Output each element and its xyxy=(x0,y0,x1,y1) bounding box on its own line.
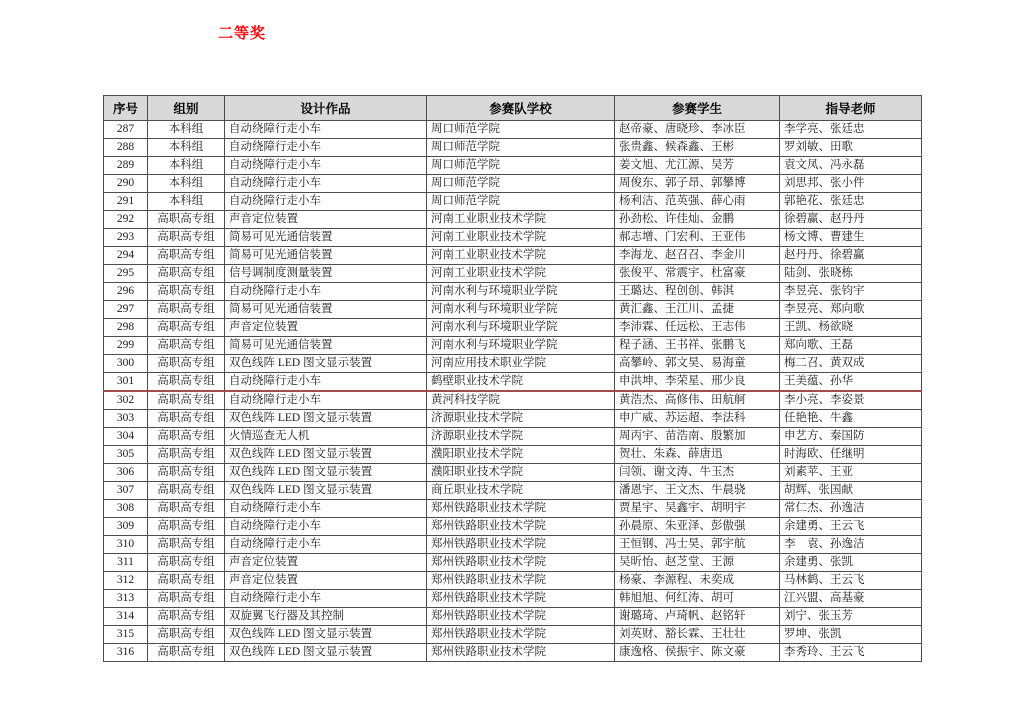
table-cell: 谢璐琦、卢琦帆、赵铭轩 xyxy=(615,608,780,626)
table-cell: 自动绕障行走小车 xyxy=(225,373,427,392)
table-cell: 高职高专组 xyxy=(148,626,225,644)
table-cell: 306 xyxy=(104,464,148,482)
table-row xyxy=(104,319,922,337)
table-cell: 315 xyxy=(104,626,148,644)
table-cell: 河南水利与环境职业学院 xyxy=(427,337,615,355)
table-cell: 高职高专组 xyxy=(148,265,225,283)
table-cell: 高职高专组 xyxy=(148,482,225,500)
table-cell: 简易可见光通信装置 xyxy=(225,301,427,319)
table-cell: 濮阳职业技术学院 xyxy=(427,446,615,464)
table-cell: 河南工业职业技术学院 xyxy=(427,247,615,265)
table-cell: 本科组 xyxy=(148,139,225,157)
table-cell: 305 xyxy=(104,446,148,464)
table-cell: 290 xyxy=(104,175,148,193)
table-cell: 自动绕障行走小车 xyxy=(225,157,427,175)
table-cell: 297 xyxy=(104,301,148,319)
table-cell: 李小亮、李姿景 xyxy=(780,391,922,410)
table-cell: 周口师范学院 xyxy=(427,139,615,157)
table-cell: 李 袁、孙逸洁 xyxy=(780,536,922,554)
table-row xyxy=(104,265,922,283)
column-header-advisors: 指导老师 xyxy=(780,96,922,121)
table-cell: 郑州铁路职业技术学院 xyxy=(427,572,615,590)
table-row xyxy=(104,572,922,590)
table-cell: 黄河科技学院 xyxy=(427,391,615,410)
table-cell: 本科组 xyxy=(148,193,225,211)
table-row xyxy=(104,139,922,157)
table-cell: 301 xyxy=(104,373,148,392)
table-cell: 高职高专组 xyxy=(148,608,225,626)
table-cell: 简易可见光通信装置 xyxy=(225,247,427,265)
table-row xyxy=(104,229,922,247)
table-cell: 贺壮、朱森、薛唐迅 xyxy=(615,446,780,464)
table-cell: 韩旭旭、何红涛、胡可 xyxy=(615,590,780,608)
table-cell: 济源职业技术学院 xyxy=(427,410,615,428)
table-cell: 程子涵、王书祥、张鹏飞 xyxy=(615,337,780,355)
table-cell: 高职高专组 xyxy=(148,428,225,446)
table-cell: 濮阳职业技术学院 xyxy=(427,464,615,482)
table-cell: 288 xyxy=(104,139,148,157)
table-cell: 高职高专组 xyxy=(148,572,225,590)
table-cell: 周口师范学院 xyxy=(427,175,615,193)
table-cell: 康逸格、侯振宇、陈文豪 xyxy=(615,644,780,662)
table-cell: 郭艳花、张廷忠 xyxy=(780,193,922,211)
table-cell: 309 xyxy=(104,518,148,536)
table-row xyxy=(104,518,922,536)
table-cell: 高职高专组 xyxy=(148,373,225,392)
table-cell: 双色线阵 LED 图文显示装置 xyxy=(225,482,427,500)
table-cell: 河南水利与环境职业学院 xyxy=(427,319,615,337)
table-cell: 自动绕障行走小车 xyxy=(225,536,427,554)
table-cell: 黄浩杰、高修伟、田航舸 xyxy=(615,391,780,410)
table-cell: 声音定位装置 xyxy=(225,319,427,337)
table-cell: 郑州铁路职业技术学院 xyxy=(427,500,615,518)
table-cell: 郝志增、门宏利、王亚伟 xyxy=(615,229,780,247)
table-cell: 高职高专组 xyxy=(148,283,225,301)
table-cell: 314 xyxy=(104,608,148,626)
table-cell: 江兴盟、高基豪 xyxy=(780,590,922,608)
table-row xyxy=(104,626,922,644)
table-cell: 302 xyxy=(104,391,148,410)
table-cell: 自动绕障行走小车 xyxy=(225,193,427,211)
table-cell: 高职高专组 xyxy=(148,247,225,265)
table-cell: 火情巡查无人机 xyxy=(225,428,427,446)
table-cell: 双色线阵 LED 图文显示装置 xyxy=(225,644,427,662)
table-cell: 高职高专组 xyxy=(148,590,225,608)
table-cell: 申艺方、秦国防 xyxy=(780,428,922,446)
table-cell: 周丙宇、苗浩南、殷繁加 xyxy=(615,428,780,446)
table-cell: 294 xyxy=(104,247,148,265)
table-cell: 郑州铁路职业技术学院 xyxy=(427,536,615,554)
table-cell: 简易可见光通信装置 xyxy=(225,229,427,247)
table-cell: 声音定位装置 xyxy=(225,211,427,229)
table-cell: 李昱亮、郑向歌 xyxy=(780,301,922,319)
table-cell: 高职高专组 xyxy=(148,229,225,247)
table-cell: 双旋翼飞行器及其控制 xyxy=(225,608,427,626)
table-row xyxy=(104,211,922,229)
table-cell: 双色线阵 LED 图文显示装置 xyxy=(225,446,427,464)
table-cell: 郑州铁路职业技术学院 xyxy=(427,518,615,536)
table-cell: 罗坤、张凯 xyxy=(780,626,922,644)
header-row xyxy=(104,96,922,121)
table-cell: 自动绕障行走小车 xyxy=(225,500,427,518)
table-row xyxy=(104,500,922,518)
table-cell: 孙劲松、许佳灿、金鹏 xyxy=(615,211,780,229)
table-cell: 吴昕怡、赵芝堂、王源 xyxy=(615,554,780,572)
table-cell: 余建勇、张凯 xyxy=(780,554,922,572)
table-cell: 河南水利与环境职业学院 xyxy=(427,283,615,301)
table-cell: 李秀玲、王云飞 xyxy=(780,644,922,662)
table-cell: 313 xyxy=(104,590,148,608)
table-cell: 高职高专组 xyxy=(148,464,225,482)
table-cell: 袁文凤、冯永磊 xyxy=(780,157,922,175)
column-header-group: 组别 xyxy=(148,96,225,121)
table-row xyxy=(104,337,922,355)
table-cell: 简易可见光通信装置 xyxy=(225,337,427,355)
table-cell: 高职高专组 xyxy=(148,518,225,536)
table-cell: 徐碧赢、赵丹丹 xyxy=(780,211,922,229)
table-cell: 声音定位装置 xyxy=(225,554,427,572)
table-cell: 申洪坤、李荣星、邢少良 xyxy=(615,373,780,392)
table-cell: 292 xyxy=(104,211,148,229)
awards-table-body xyxy=(104,121,922,662)
table-cell: 高职高专组 xyxy=(148,355,225,373)
table-cell: 申广威、苏运超、李法科 xyxy=(615,410,780,428)
table-cell: 316 xyxy=(104,644,148,662)
table-cell: 陆剑、张晓栋 xyxy=(780,265,922,283)
table-cell: 高职高专组 xyxy=(148,211,225,229)
table-cell: 商丘职业技术学院 xyxy=(427,482,615,500)
table-cell: 黄汇鑫、王江川、孟捷 xyxy=(615,301,780,319)
table-cell: 马林鹤、王云飞 xyxy=(780,572,922,590)
table-cell: 周口师范学院 xyxy=(427,121,615,139)
table-cell: 310 xyxy=(104,536,148,554)
page-title: 二等奖 xyxy=(218,25,267,42)
table-cell: 郑州铁路职业技术学院 xyxy=(427,626,615,644)
table-cell: 291 xyxy=(104,193,148,211)
table-cell: 289 xyxy=(104,157,148,175)
table-row xyxy=(104,464,922,482)
table-cell: 刘思邦、张小件 xyxy=(780,175,922,193)
table-cell: 299 xyxy=(104,337,148,355)
table-row xyxy=(104,355,922,373)
table-cell: 潘恩宇、王文杰、牛晨骁 xyxy=(615,482,780,500)
table-cell: 郑州铁路职业技术学院 xyxy=(427,590,615,608)
table-cell: 王凯、杨欲晓 xyxy=(780,319,922,337)
table-cell: 时海欧、任继明 xyxy=(780,446,922,464)
table-cell: 刘宁、张玉芳 xyxy=(780,608,922,626)
table-cell: 王恒钢、冯士昊、郭宇航 xyxy=(615,536,780,554)
table-cell: 287 xyxy=(104,121,148,139)
table-row xyxy=(104,446,922,464)
table-cell: 本科组 xyxy=(148,121,225,139)
table-cell: 信号调制度测量装置 xyxy=(225,265,427,283)
table-cell: 自动绕障行走小车 xyxy=(225,121,427,139)
table-cell: 296 xyxy=(104,283,148,301)
table-cell: 高攀岭、郭文昊、易海童 xyxy=(615,355,780,373)
table-cell: 河南应用技术职业学院 xyxy=(427,355,615,373)
table-cell: 自动绕障行走小车 xyxy=(225,590,427,608)
table-row xyxy=(104,410,922,428)
column-header-school: 参赛队学校 xyxy=(427,96,615,121)
table-cell: 赵丹丹、徐碧赢 xyxy=(780,247,922,265)
table-cell: 李海龙、赵召召、李金川 xyxy=(615,247,780,265)
table-row xyxy=(104,608,922,626)
column-header-serial: 序号 xyxy=(104,96,148,121)
table-cell: 293 xyxy=(104,229,148,247)
table-cell: 刘素苹、王亚 xyxy=(780,464,922,482)
table-row xyxy=(104,193,922,211)
table-cell: 双色线阵 LED 图文显示装置 xyxy=(225,464,427,482)
table-cell: 郑州铁路职业技术学院 xyxy=(427,644,615,662)
table-cell: 河南工业职业技术学院 xyxy=(427,211,615,229)
table-cell: 声音定位装置 xyxy=(225,572,427,590)
column-header-design: 设计作品 xyxy=(225,96,427,121)
table-cell: 贾星宇、吴鑫宇、胡明宇 xyxy=(615,500,780,518)
table-cell: 312 xyxy=(104,572,148,590)
table-cell: 河南工业职业技术学院 xyxy=(427,229,615,247)
table-row xyxy=(104,536,922,554)
table-cell: 河南水利与环境职业学院 xyxy=(427,301,615,319)
table-cell: 高职高专组 xyxy=(148,301,225,319)
table-cell: 双色线阵 LED 图文显示装置 xyxy=(225,355,427,373)
table-row xyxy=(104,482,922,500)
table-cell: 鹤壁职业技术学院 xyxy=(427,373,615,392)
table-cell: 王璐达、程创创、韩淇 xyxy=(615,283,780,301)
table-row xyxy=(104,391,922,410)
table-cell: 高职高专组 xyxy=(148,319,225,337)
table-header xyxy=(104,96,922,121)
table-row xyxy=(104,301,922,319)
table-cell: 自动绕障行走小车 xyxy=(225,518,427,536)
table-cell: 济源职业技术学院 xyxy=(427,428,615,446)
table-cell: 周口师范学院 xyxy=(427,193,615,211)
table-cell: 李沛霖、任远松、王志伟 xyxy=(615,319,780,337)
table-cell: 梅二召、黄双成 xyxy=(780,355,922,373)
table-row xyxy=(104,283,922,301)
table-cell: 高职高专组 xyxy=(148,536,225,554)
table-cell: 高职高专组 xyxy=(148,391,225,410)
table-cell: 罗刘敏、田歌 xyxy=(780,139,922,157)
table-row xyxy=(104,644,922,662)
table-cell: 杨豪、李源程、未奕成 xyxy=(615,572,780,590)
table-row xyxy=(104,373,922,392)
table-cell: 303 xyxy=(104,410,148,428)
table-cell: 赵帝豪、唐晓珍、李冰臣 xyxy=(615,121,780,139)
table-row xyxy=(104,590,922,608)
table-cell: 308 xyxy=(104,500,148,518)
column-header-students: 参赛学生 xyxy=(615,96,780,121)
table-cell: 任艳艳、牛鑫 xyxy=(780,410,922,428)
table-cell: 自动绕障行走小车 xyxy=(225,391,427,410)
table-cell: 河南工业职业技术学院 xyxy=(427,265,615,283)
table-cell: 王美蕴、孙华 xyxy=(780,373,922,392)
table-cell: 高职高专组 xyxy=(148,337,225,355)
table-row xyxy=(104,175,922,193)
table-cell: 双色线阵 LED 图文显示装置 xyxy=(225,626,427,644)
table-cell: 自动绕障行走小车 xyxy=(225,139,427,157)
table-cell: 自动绕障行走小车 xyxy=(225,283,427,301)
table-cell: 300 xyxy=(104,355,148,373)
table-cell: 闫领、谢文涛、牛玉杰 xyxy=(615,464,780,482)
table-cell: 刘英财、豁长霖、王壮壮 xyxy=(615,626,780,644)
table-cell: 311 xyxy=(104,554,148,572)
table-cell: 304 xyxy=(104,428,148,446)
table-cell: 高职高专组 xyxy=(148,644,225,662)
table-cell: 李学亮、张廷忠 xyxy=(780,121,922,139)
table-cell: 本科组 xyxy=(148,175,225,193)
table-cell: 张贵鑫、候森鑫、王彬 xyxy=(615,139,780,157)
table-cell: 杨文博、曹建生 xyxy=(780,229,922,247)
table-cell: 高职高专组 xyxy=(148,500,225,518)
table-cell: 295 xyxy=(104,265,148,283)
table-row xyxy=(104,247,922,265)
table-cell: 郑州铁路职业技术学院 xyxy=(427,608,615,626)
table-cell: 姜文旭、尤江源、吴芳 xyxy=(615,157,780,175)
table-cell: 周俊东、郭子昂、郭攀博 xyxy=(615,175,780,193)
table-cell: 周口师范学院 xyxy=(427,157,615,175)
table-cell: 自动绕障行走小车 xyxy=(225,175,427,193)
table-cell: 张俊平、常震宇、杜富豪 xyxy=(615,265,780,283)
table-cell: 杨利洁、范英强、薛心雨 xyxy=(615,193,780,211)
table-row xyxy=(104,428,922,446)
table-row xyxy=(104,157,922,175)
table-cell: 高职高专组 xyxy=(148,554,225,572)
awards-table-container xyxy=(103,95,921,662)
table-cell: 高职高专组 xyxy=(148,446,225,464)
table-cell: 郑州铁路职业技术学院 xyxy=(427,554,615,572)
table-cell: 孙晨原、朱亚泽、彭傲强 xyxy=(615,518,780,536)
table-cell: 胡辉、张国献 xyxy=(780,482,922,500)
table-cell: 298 xyxy=(104,319,148,337)
table-cell: 李昱亮、张钧宇 xyxy=(780,283,922,301)
table-cell: 307 xyxy=(104,482,148,500)
table-cell: 常仁杰、孙逸洁 xyxy=(780,500,922,518)
table-cell: 本科组 xyxy=(148,157,225,175)
table-cell: 余建勇、王云飞 xyxy=(780,518,922,536)
table-row xyxy=(104,121,922,139)
table-cell: 郑向歌、王磊 xyxy=(780,337,922,355)
awards-table xyxy=(103,95,922,662)
table-row xyxy=(104,554,922,572)
table-cell: 高职高专组 xyxy=(148,410,225,428)
table-cell: 双色线阵 LED 图文显示装置 xyxy=(225,410,427,428)
